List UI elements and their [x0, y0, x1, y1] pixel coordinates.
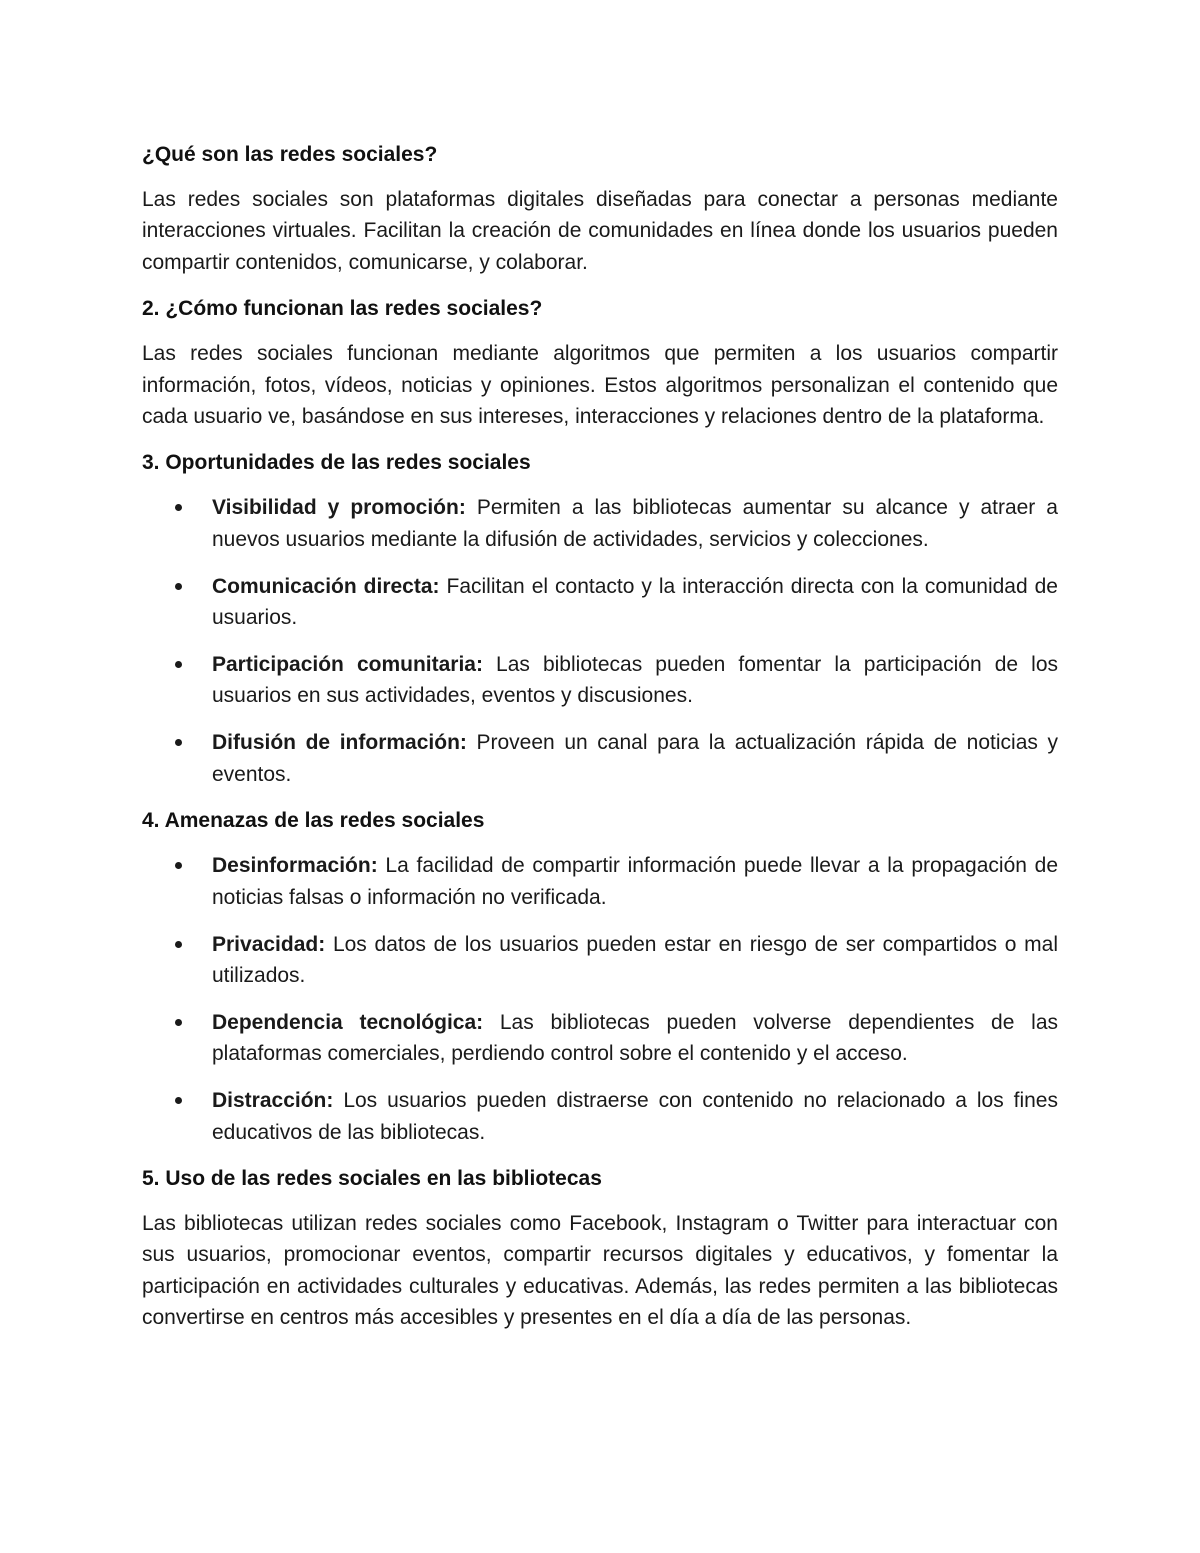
bullet-icon [175, 1097, 182, 1104]
bullet-icon [175, 583, 182, 590]
bullet-icon [175, 504, 182, 511]
section-paragraph: Las redes sociales son plataformas digitales diseñadas para conectar a personas mediante interacciones virtuales. Facilitan la creación de comunidades en línea donde los usuarios pueden compartir contenidos, comunicarse, y colaborar. [142, 188, 1058, 274]
list-item-text: Las bibliotecas pueden fomentar la participación de los usuarios en sus actividades, eventos y discusiones. [212, 653, 1058, 708]
bullet-icon [175, 941, 182, 948]
section-heading: 5. Uso de las redes sociales en las bibliotecas [142, 1166, 602, 1190]
list-item [142, 1085, 1058, 1148]
bullet-icon [175, 862, 182, 869]
section-que-son [142, 139, 1058, 278]
list-item [142, 571, 1058, 634]
list-item-text: Los datos de los usuarios pueden estar en riesgo de ser compartidos o mal utilizados. [212, 932, 1058, 987]
section-como-funcionan [142, 293, 1058, 432]
list-item [142, 929, 1058, 992]
list-item [142, 850, 1058, 913]
section-paragraph: Las redes sociales funcionan mediante algoritmos que permiten a los usuarios compartir información, fotos, vídeos, noticias y opiniones. Estos algoritmos personalizan el contenido que cada usuario ve, basándose en sus intereses, interacciones y relaciones dentro de la plataforma. [142, 342, 1058, 429]
bullet-list [142, 492, 1058, 790]
list-item [142, 649, 1058, 712]
section-amenazas [142, 805, 1058, 1148]
list-item-term: Visibilidad y promoción: [212, 496, 466, 520]
list-item-term: Comunicación directa: [212, 574, 440, 598]
list-item [142, 727, 1058, 790]
bullet-icon [175, 739, 182, 746]
bullet-list [142, 850, 1058, 1148]
list-item [142, 1007, 1058, 1070]
section-heading: 3. Oportunidades de las redes sociales [142, 451, 531, 475]
section-heading: ¿Qué son las redes sociales? [142, 143, 438, 166]
list-item-term: Desinformación: [212, 854, 378, 878]
list-item-text: Los usuarios pueden distraerse con contenido no relacionado a los fines educativos de las bibliotecas. [212, 1089, 1058, 1144]
list-item-term: Dependencia tecnológica: [212, 1010, 484, 1034]
section-heading: 4. Amenazas de las redes sociales [142, 809, 485, 833]
list-item-term: Difusión de información: [212, 731, 467, 755]
list-item-term: Distracción: [212, 1089, 334, 1113]
section-uso-bibliotecas [142, 1163, 1058, 1334]
list-item-term: Privacidad: [212, 932, 326, 956]
list-item-text: Las bibliotecas pueden volverse dependientes de las plataformas comerciales, perdiendo control sobre el contenido y el acceso. [212, 1010, 1058, 1066]
list-item-text: La facilidad de compartir información puede llevar a la propagación de noticias falsas o información no verificada. [212, 854, 1058, 909]
list-item-text: Permiten a las bibliotecas aumentar su alcance y atraer a nuevos usuarios mediante la difusión de actividades, servicios y colecciones. [212, 496, 1058, 551]
section-oportunidades [142, 447, 1058, 790]
document-page [142, 139, 1058, 1349]
bullet-icon [175, 661, 182, 668]
list-item-term: Participación comunitaria: [212, 653, 483, 677]
list-item-text: Proveen un canal para la actualización rápida de noticias y eventos. [212, 731, 1058, 786]
list-item [142, 492, 1058, 555]
section-heading: 2. ¿Cómo funcionan las redes sociales? [142, 297, 543, 321]
list-item-text: Facilitan el contacto y la interacción directa con la comunidad de usuarios. [212, 574, 1058, 630]
bullet-icon [175, 1019, 182, 1026]
section-paragraph: Las bibliotecas utilizan redes sociales como Facebook, Instagram o Twitter para interactuar con sus usuarios, promocionar eventos, compartir recursos digitales y educativos, y fomentar la participación en actividades culturales y educativas. Además, las redes permiten a las bibliotecas convertirse en centros más accesibles y presentes en el día a día de las personas. [142, 1211, 1058, 1330]
